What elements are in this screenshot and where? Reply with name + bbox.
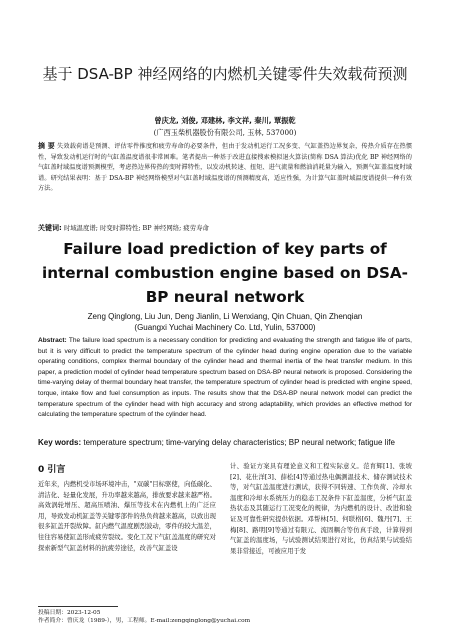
footnote-received-date: 投稿日期：2023-12-05 <box>38 610 101 616</box>
chinese-abstract-text: 失效载荷谱是预测、评估零件推度和疲劳寿命的必要条件，但由于发动机运行工况多变、气缸盖热边界复杂，传热介质存在热惯性，导致发动机运行时的气缸盖温度谱很非常困难。笔者提出一种基于改进直接搜索模拟退火算法(简称 DSA 算法)优化 BP 神经网络的气缸盖时域温度谱预测模型，考虑热边界传热的变时滞特性，以发动机转速、扭矩、进气流量和燃油消耗量为输入，预测气缸盖温度时域谱。研究结果表明：基于 DSA-BP 神经网络模型对气缸盖时域温度谱的预测精度高，适应性强，为计算气缸盖时域温度谱提供一种有效方法。 <box>38 143 413 193</box>
chinese-keywords <box>38 224 412 233</box>
chinese-affiliation: (广西玉柴机器股份有限公司, 玉林, 537000) <box>153 128 297 137</box>
english-abstract <box>38 336 412 421</box>
chinese-title: 基于 DSA-BP 神经网络的内燃机关键零件失效载荷预测 <box>42 65 408 83</box>
body-left-column: 近年来，内燃机受市场环境冲击，"双碳"目标驱使，向低碳化、清洁化、轻量化发展，升功率越来越高，排放要求越来越严格。高效涡轮增压、超高压喷油、爆压等技术在内燃机上的广泛应用，导致发动机缸盖等关键零部件的热负荷越来越高，以致出现很多缸盖开裂故障。缸内燃气温度剧烈波动，零件的较大温差，往往容易使缸盖形成疲劳裂纹。变化工况下气缸盖温度的研究对探索新型气缸盖材料的抗疲劳途径，改善气缸盖设 <box>38 481 216 552</box>
english-keywords-label: Key words: <box>38 438 82 447</box>
chinese-abstract <box>38 141 412 195</box>
english-abstract-text: The failure load spectrum is a necessary condition for predicting and evaluating the strength and fatigue life of parts, but it is very difficult to predict the temperature spectrum of the cylinder head during engine operation due to the variable operating conditions, complex thermal boundary of the cylinder head and thermal inertia of the heat transfer medium. In this paper, a prediction model of cylinder head temperature spectrum based on DSA-BP neural network is proposed. Considering the time-varying delay of thermal boundary heat transfer, the temperature spectrum of cylinder head is predicted with engine speed, torque, intake flow and fuel consumption as inputs. The results show that the DSA-BP neural network model can predict the temperature spectrum of the cylinder head with high accuracy and strong adaptability, which provides an effective method for calculating the temperature spectrum of the cylinder head. <box>38 337 413 419</box>
chinese-keywords-text: 时域温度谱; 时变时滞特性; BP 神经网络; 疲劳寿命 <box>63 224 209 232</box>
chinese-authors: 曾庆龙, 刘俊, 邓建林, 李文祥, 秦川, 覃振乾 <box>154 116 296 125</box>
english-affiliation: (Guangxi Yuchai Machinery Co. Ltd, Yulin, 537000) <box>134 323 316 332</box>
chinese-keywords-label: 关键词: <box>38 224 62 232</box>
footnote-author-intro: 作者简介：曾庆龙（1989-），男，工程师。E-mail:zengqinglong@yuchai.com <box>38 618 251 624</box>
english-authors: Zeng Qinglong, Liu Jun, Deng Jianlin, Li Wenxiang, Qin Chuan, Qin Zhenqian <box>87 312 363 321</box>
chinese-abstract-label: 摘 要 <box>38 142 55 150</box>
english-keywords <box>38 438 412 449</box>
body-right-column: 计、验证方案具有理论意义和工程实际意义。范育辉[1]、张坡[2]、花仕洋[3]、薛松[4]等通过热电偶测温技术、储存测试技术等，对气缸盖温度进行测试，获得不同转速、工作负荷、冷却水温度和冷却水系统压力的稳态工况条件下缸盖温度，分析气缸盖热状态及其随运行工况变化的规律，为内燃机的设计、改进和验证及可靠性研究提供依据。邓帮林[5]、何联格[6]、魏丹[7]、王梅[8]、路明[9]等通过有限元、流固耦合等仿真手段，计算得到气缸盖的温度场，与试验测试结果进行对比，仿真结果与试验结果非常接近，可被应用于发 <box>230 463 412 555</box>
english-abstract-label: Abstract: <box>38 337 67 344</box>
section-heading-introduction: 0 引言 <box>38 465 66 475</box>
english-title: Failure load prediction of key parts of internal combustion engine based on DSA-BP neural network <box>42 240 408 306</box>
english-keywords-text: temperature spectrum; time-varying delay characteristics; BP neural network; fatigue life <box>83 438 395 447</box>
footnote-divider <box>38 606 118 607</box>
